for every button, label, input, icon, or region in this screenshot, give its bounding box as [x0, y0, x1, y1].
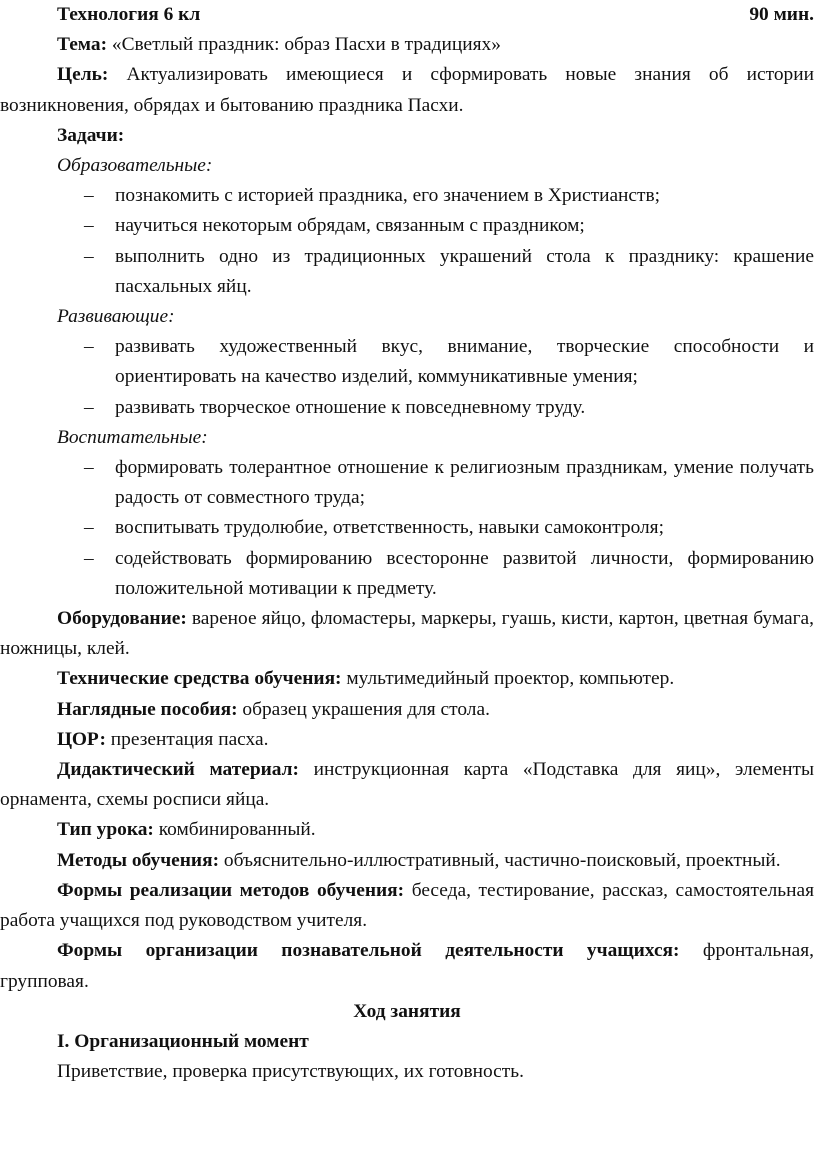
- method-forms-paragraph: [0, 876, 814, 936]
- tech-means-text: мультимедийный проектор, компьютер.: [346, 668, 675, 690]
- visual-aids-text: образец украшения для стола.: [242, 698, 490, 720]
- lesson-type-paragraph: [0, 815, 814, 845]
- list-item: – развивать творческое отношение к повседневному труду.: [0, 393, 814, 423]
- dash-marker: –: [84, 185, 94, 207]
- activity-forms-text: фронтальная, групповая.: [0, 940, 814, 992]
- topic-label: Тема:: [57, 34, 108, 56]
- document-header: [0, 0, 814, 30]
- developing-heading: Развивающие:: [57, 306, 175, 328]
- methods-label: Методы обучения:: [57, 849, 220, 871]
- lesson-type-label: Тип урока:: [57, 819, 154, 841]
- section-text: Приветствие, проверка присутствующих, их готовность.: [57, 1061, 524, 1083]
- educational-heading: Образовательные:: [57, 155, 213, 177]
- goal-text: Актуализировать имеющиеся и сформировать новые знания об истории возникновения, обрядах и бытованию праздника Пасхи.: [0, 64, 814, 116]
- tech-means-label: Технические средства обучения:: [57, 668, 342, 690]
- upbringing-list: [0, 453, 814, 604]
- list-item: – выполнить одно из традиционных украшений стола к празднику: крашение пасхальных яйц.: [0, 242, 814, 302]
- upbringing-heading: Воспитательные:: [57, 426, 208, 448]
- list-item: – формировать толерантное отношение к религиозным праздникам, умение получать радость от совместного труда;: [0, 453, 814, 513]
- activity-forms-paragraph: [0, 936, 814, 996]
- didactic-paragraph: [0, 755, 814, 815]
- cor-label: ЦОР:: [57, 728, 106, 750]
- dash-marker: –: [84, 215, 94, 237]
- dash-marker: –: [84, 336, 94, 358]
- course-title: Ход занятия: [353, 1000, 461, 1022]
- equipment-text: вареное яйцо, фломастеры, маркеры, гуашь, кисти, картон, цветная бумага, ножницы, клей.: [0, 608, 814, 660]
- subject-grade: Технология 6 кл: [57, 4, 201, 25]
- lesson-type-text: комбинированный.: [158, 819, 316, 841]
- equipment-label: Оборудование:: [57, 608, 187, 630]
- section-title: I. Организационный момент: [57, 1030, 309, 1052]
- dash-marker: –: [84, 245, 94, 267]
- dash-marker: –: [84, 457, 94, 479]
- visual-aids-label: Наглядные пособия:: [57, 698, 238, 720]
- topic-text: «Светлый праздник: образ Пасхи в традициях»: [111, 34, 501, 56]
- topic-line: [0, 30, 814, 60]
- cor-text: презентация пасха.: [110, 728, 269, 750]
- didactic-label: Дидактический материал:: [57, 759, 300, 781]
- methods-text: объяснительно-иллюстративный, частично-поисковый, проектный.: [223, 849, 781, 871]
- method-forms-label: Формы реализации методов обучения:: [57, 879, 405, 901]
- list-item: – содействовать формированию всесторонне развитой личности, формированию положительной мотивации к предмету.: [0, 544, 814, 604]
- dash-marker: –: [84, 396, 94, 418]
- dash-marker: –: [84, 517, 94, 539]
- educational-list: [0, 181, 814, 302]
- dash-marker: –: [84, 547, 94, 569]
- didactic-text: инструкционная карта «Подставка для яиц», элементы орнамента, схемы росписи яйца.: [0, 759, 814, 811]
- methods-paragraph: [0, 846, 814, 876]
- goal-label: Цель:: [57, 64, 109, 86]
- list-item: – познакомить с историей праздника, его значением в Христианств;: [0, 181, 814, 211]
- activity-forms-label: Формы организации познавательной деятельности учащихся:: [57, 940, 680, 962]
- method-forms-text: беседа, тестирование, рассказ, самостоятельная работа учащихся под руководством учителя.: [0, 879, 814, 932]
- tasks-heading: Задачи:: [57, 124, 125, 146]
- cor-paragraph: [0, 725, 814, 755]
- lesson-duration: 90 мин.: [749, 4, 814, 25]
- equipment-paragraph: [0, 604, 814, 664]
- tech-means-paragraph: [0, 664, 814, 694]
- list-item: – развивать художественный вкус, внимание, творческие способности и ориентировать на качество изделий, коммуникативные умения;: [0, 332, 814, 392]
- goal-paragraph: [0, 60, 814, 120]
- list-item: – воспитывать трудолюбие, ответственность, навыки самоконтроля;: [0, 513, 814, 543]
- list-item: – научиться некоторым обрядам, связанным с праздником;: [0, 211, 814, 241]
- visual-aids-paragraph: [0, 695, 814, 725]
- developing-list: [0, 332, 814, 423]
